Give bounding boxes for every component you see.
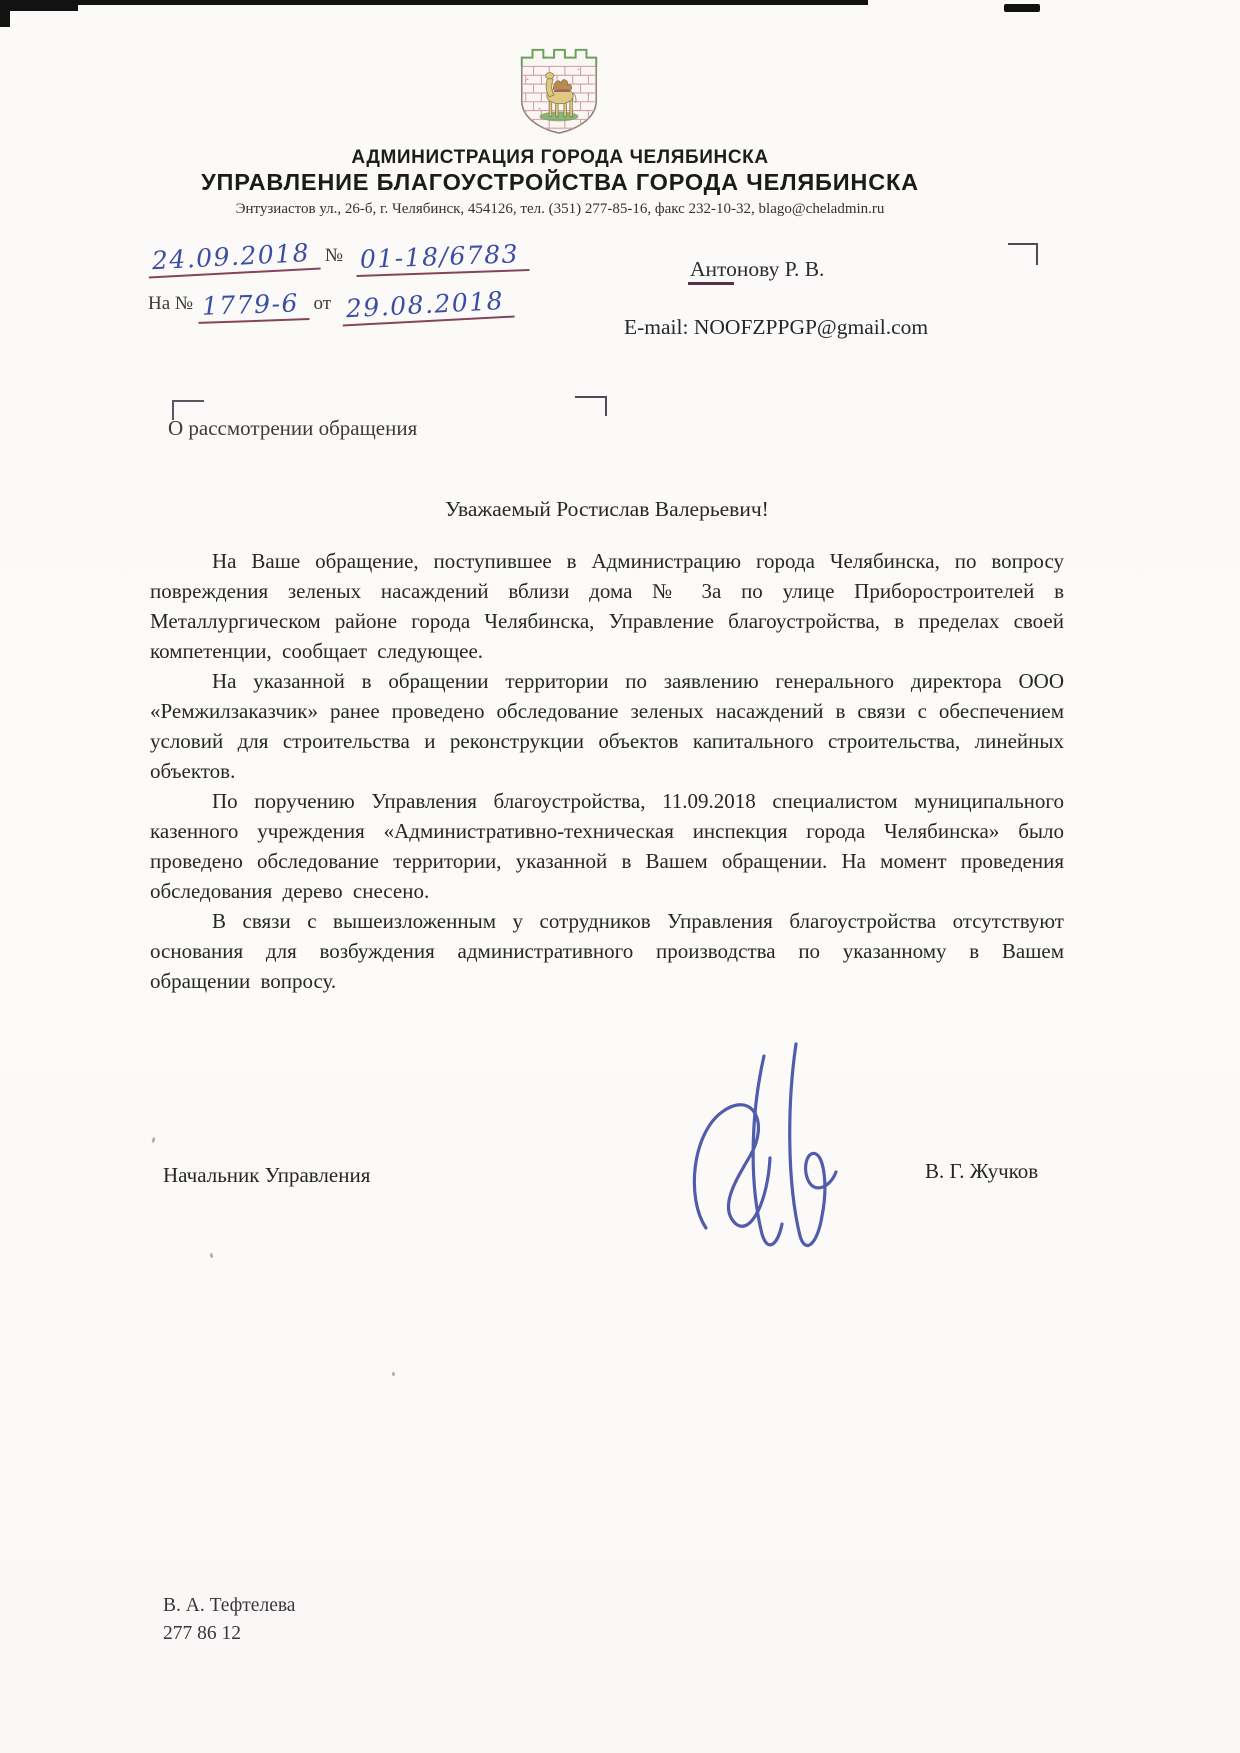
body-paragraph: На Ваше обращение, поступившее в Администрацию города Челябинска, по вопросу повреждения зеленых насаждений вблизи дома № 3а по улице Приборостроителей в Металлургическом районе города Челябинска, Управление благоустройства, в пределах своей компетенции, сообщает следующее. <box>150 549 1064 663</box>
org-address-line: Энтузиастов ул., 26-б, г. Челябинск, 454126, тел. (351) 277-85-16, факс 232-10-32, blago@cheladmin.ru <box>235 201 885 217</box>
org-name-line1: АДМИНИСТРАЦИЯ ГОРОДА ЧЕЛЯБИНСКА <box>351 147 769 168</box>
body-paragraph: На указанной в обращении территории по заявлению генерального директора ООО «Ремжилзаказчик» ранее проведено обследование зеленых насаждений в связи с обеспечением условий для строительства и реконструкции объектов капитального строительства, линейных объектов. <box>150 669 1064 783</box>
scan-speck <box>392 1372 395 1376</box>
chelyabinsk-coat-of-arms-camel-icon <box>503 40 615 138</box>
scan-speck <box>151 1137 156 1144</box>
salutation: Уважаемый Ростислав Валерьевич! <box>445 497 769 521</box>
letter-body <box>150 546 1064 996</box>
signature-scribble-icon <box>648 1038 878 1278</box>
scan-artifact-top-bar <box>0 0 868 5</box>
signer-position: Начальник Управления <box>163 1163 371 1187</box>
email-label: E-mail: <box>624 315 689 339</box>
recipient-name: Антонову Р. В. <box>690 257 825 281</box>
reply-prefix-label: На № <box>148 293 194 314</box>
scan-artifact-top-left <box>0 0 78 11</box>
incoming-reference-row <box>148 286 514 324</box>
outgoing-number-handwritten: 01-18/6783 <box>355 241 529 277</box>
coat-of-arms-emblem <box>503 40 615 138</box>
scan-speck <box>210 1253 214 1259</box>
body-paragraph: В связи с вышеизложенным у сотрудников Управления благоустройства отсутствуют основания для возбуждения административного производства по указанному в Вашем обращении вопросу. <box>150 909 1064 993</box>
reply-from-label: от <box>313 293 332 314</box>
outgoing-date-handwritten: 24.09.2018 <box>147 240 320 279</box>
recipient-zone-corner-mark <box>1008 243 1038 265</box>
scan-artifact-left-edge <box>0 0 10 27</box>
scan-artifact-top-right-dash <box>1004 4 1040 12</box>
incoming-date-handwritten: 29.08.2018 <box>341 288 514 327</box>
handwritten-signature <box>648 1038 878 1283</box>
subject-zone-corner-right <box>575 396 607 416</box>
body-paragraph: По поручению Управления благоустройства, 11.09.2018 специалистом муниципального казенного учреждения «Административно-техническая инспекция города Челябинска» было проведено обследование территории, указанной в Вашем обращении. На момент проведения обследования дерево снесено. <box>150 789 1064 903</box>
executor-name: В. А. Тефтелева <box>163 1595 296 1616</box>
number-sign-label: № <box>324 245 344 266</box>
outgoing-reference-row <box>148 238 529 276</box>
recipient-zone-dash <box>688 282 734 285</box>
email-value: NOOFZPPGP@gmail.com <box>693 315 929 339</box>
recipient-email-line <box>624 315 928 340</box>
subject-line: О рассмотрении обращения <box>168 416 418 440</box>
org-name-line2: УПРАВЛЕНИЕ БЛАГОУСТРОЙСТВА ГОРОДА ЧЕЛЯБИНСКА <box>201 169 919 195</box>
incoming-number-handwritten: 1779-6 <box>197 290 309 324</box>
signer-name: В. Г. Жучков <box>925 1159 1039 1183</box>
executor-phone: 277 86 12 <box>163 1623 241 1644</box>
